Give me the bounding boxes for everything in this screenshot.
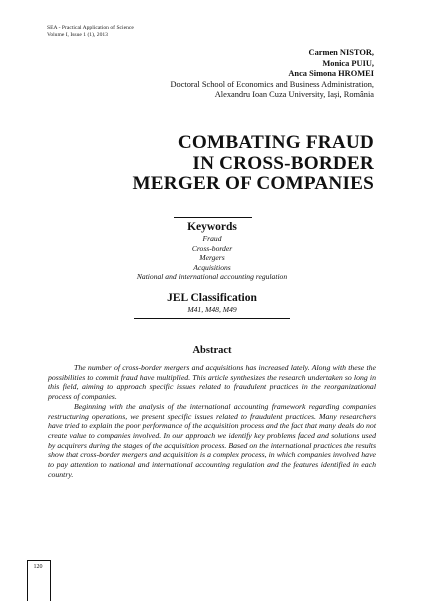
journal-name: SEA - Practical Application of Science: [47, 25, 134, 31]
jel-divider: [134, 318, 290, 319]
abstract-paragraph: The number of cross-border mergers and acquisitions has increased lately. Along with these the possibilities to commit fraud have multiplied. This article synthesizes the research undertaken so long in this field, aiming to approach specific issues related to fraudulent practices in the reorganizational process of companies.: [48, 363, 376, 402]
abstract-heading: Abstract: [192, 345, 232, 356]
article-title: [132, 133, 374, 195]
author-name: Anca Simona HROMEI: [288, 69, 374, 79]
keyword-item: Acquisitions: [193, 262, 231, 272]
affiliation-line: Doctoral School of Economics and Business Administration,: [170, 79, 374, 89]
author-name: Monica PUIU,: [322, 58, 374, 68]
keyword-item: Fraud: [202, 234, 222, 243]
title-line: COMBATING FRAUD: [177, 132, 374, 153]
journal-volume: Volume I, Issue 1 (1), 2013: [47, 32, 108, 39]
keywords-heading: Keywords: [187, 221, 237, 233]
journal-header: [47, 25, 134, 40]
title-line: IN CROSS-BORDER: [192, 152, 374, 174]
title-line: MERGER OF COMPANIES: [132, 173, 374, 194]
keyword-item: National and international accounting regulation: [136, 272, 288, 282]
jel-heading: JEL Classification: [167, 292, 257, 304]
author-block: [170, 48, 374, 101]
page-number: 120: [33, 564, 43, 570]
author-name: Carmen NISTOR,: [308, 48, 374, 57]
abstract-body: [48, 363, 376, 479]
keyword-item: Cross-border: [191, 243, 233, 253]
keywords-list: [0, 234, 424, 282]
keywords-divider: [174, 217, 252, 218]
affiliation-line: Alexandru Ioan Cuza University, Iași, România: [214, 90, 374, 100]
keyword-item: Mergers: [199, 253, 225, 263]
jel-codes: M41, M48, M49: [187, 305, 237, 314]
abstract-paragraph: Beginning with the analysis of the international accounting framework regarding companies restructuring operations, we present specific issues related to fraudulent practices. Many researchers have tried to explain the poor performance of the acquisition process and the fact that many deals do not create value to companies involved. In our approach we identify key problems faced and solutions used by acquirers during the stages of the acquisition process. Based on the international practices the results show that cross-border mergers and acquisition is a complex process, in which companies involved have to pay attention to national and international accounting regulation and the features identified in each country.: [48, 401, 376, 479]
